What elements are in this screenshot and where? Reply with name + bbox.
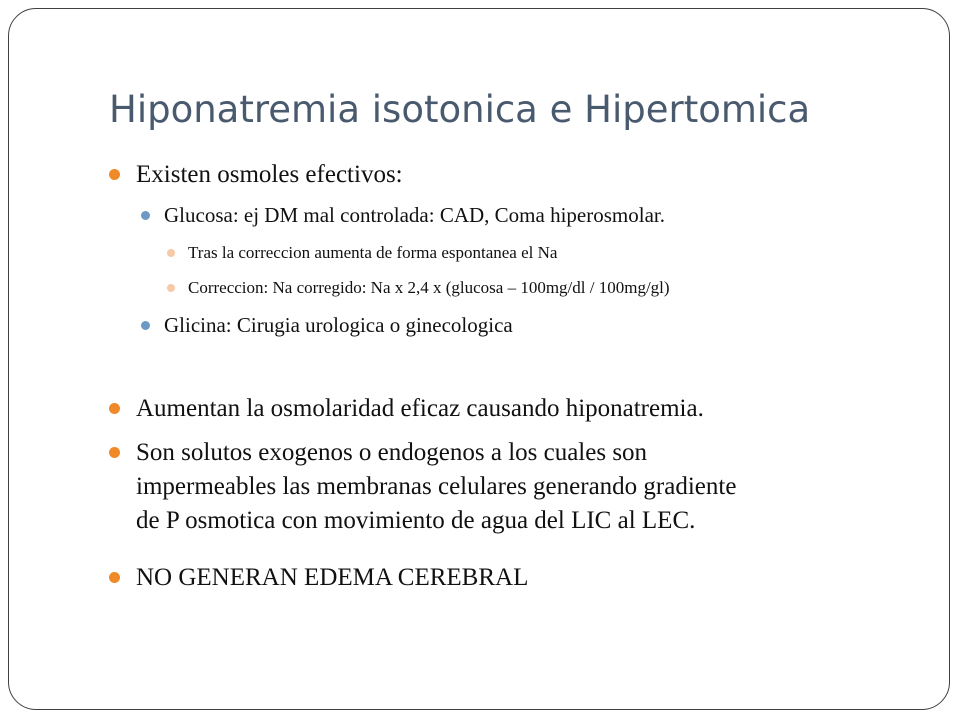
slide-title: Hiponatremia isotonica e Hipertomica (109, 88, 811, 131)
bullet-dot-blue (141, 321, 150, 330)
bullet-correccion-formula: Correccion: Na corregido: Na x 2,4 x (glucosa – 100mg/dl / 100mg/gl) (188, 278, 670, 297)
bullet-dot-blue (141, 211, 150, 220)
bullet-son-solutos (136, 436, 736, 538)
bullet-dot-orange (109, 572, 120, 583)
bullet-dot-orange (109, 447, 120, 458)
bullet-tras-correccion: Tras la correccion aumenta de forma espontanea el Na (188, 243, 558, 262)
bullet-son-solutos-line-1: Son solutos exogenos o endogenos a los cuales son (136, 439, 648, 466)
bullet-glicina: Glicina: Cirugia urologica o ginecologica (164, 313, 513, 337)
bullet-glucosa: Glucosa: ej DM mal controlada: CAD, Coma hiperosmolar. (164, 203, 665, 227)
bullet-dot-orange (109, 169, 120, 180)
bullet-dot-peach (167, 249, 175, 257)
bullet-son-solutos-line-2: impermeables las membranas celulares generando gradiente (136, 473, 737, 500)
bullet-dot-peach (167, 284, 175, 292)
bullet-no-generan-edema: NO GENERAN EDEMA CEREBRAL (136, 564, 529, 591)
bullet-aumentan: Aumentan la osmolaridad eficaz causando hiponatremia. (136, 395, 704, 422)
bullet-existen-osmoles: Existen osmoles efectivos: (136, 161, 403, 188)
bullet-dot-orange (109, 403, 120, 414)
bullet-son-solutos-line-3: de P osmotica con movimiento de agua del LIC al LEC. (136, 507, 696, 534)
